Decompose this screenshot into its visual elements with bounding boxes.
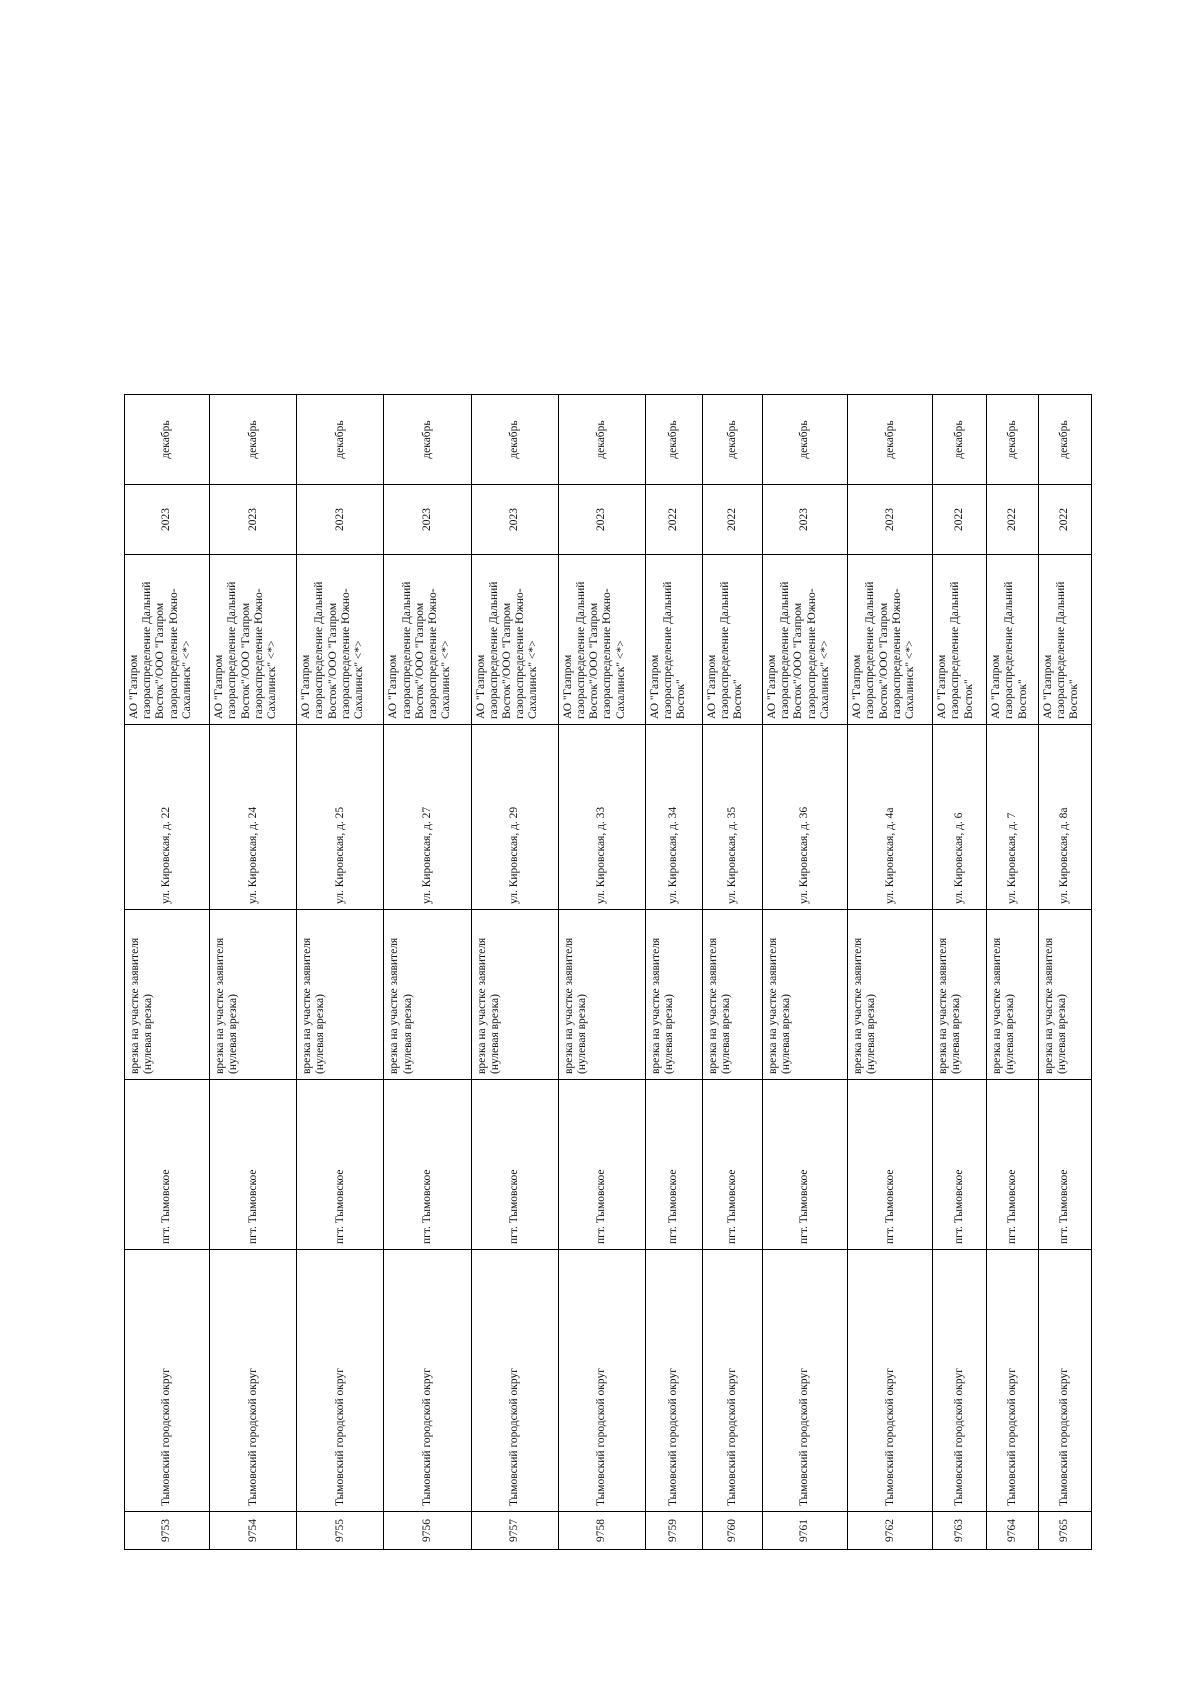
- table-row: [933, 395, 987, 1550]
- table-row: [763, 395, 848, 1550]
- district-cell: Тымовский городской округ: [702, 1250, 762, 1512]
- address-cell: ул. Кировская, д. 35: [702, 725, 762, 910]
- year-cell: 2023: [384, 485, 471, 555]
- work-type-cell: врезка на участке заявителя (нулевая врезка): [297, 910, 384, 1080]
- table-row: [125, 395, 210, 1550]
- work-type-cell: врезка на участке заявителя (нулевая врезка): [645, 910, 702, 1080]
- row-number: 9761: [763, 1512, 848, 1550]
- town-cell: пгт. Тымовское: [702, 1080, 762, 1250]
- table-row: [297, 395, 384, 1550]
- town-cell: пгт. Тымовское: [987, 1080, 1039, 1250]
- district-cell: Тымовский городской округ: [933, 1250, 987, 1512]
- address-cell: ул. Кировская, д. 6: [933, 725, 987, 910]
- address-cell: ул. Кировская, д. 34: [645, 725, 702, 910]
- town-cell: пгт. Тымовское: [125, 1080, 210, 1250]
- month-cell: декабрь: [933, 395, 987, 485]
- address-cell: ул. Кировская, д. 8а: [1038, 725, 1091, 910]
- work-type-cell: врезка на участке заявителя (нулевая врезка): [558, 910, 645, 1080]
- year-cell: 2022: [1038, 485, 1091, 555]
- town-cell: пгт. Тымовское: [1038, 1080, 1091, 1250]
- year-cell: 2022: [987, 485, 1039, 555]
- row-number: 9755: [297, 1512, 384, 1550]
- month-cell: декабрь: [558, 395, 645, 485]
- address-cell: ул. Кировская, д. 29: [471, 725, 558, 910]
- district-cell: Тымовский городской округ: [125, 1250, 210, 1512]
- organization-cell: АО "Газпром газораспределение Дальний Восток"/ООО "Газпром газораспределение Южно-Сахалинск" <*>: [210, 555, 297, 725]
- address-cell: ул. Кировская, д. 27: [384, 725, 471, 910]
- district-cell: Тымовский городской округ: [848, 1250, 933, 1512]
- organization-cell: АО "Газпром газораспределение Дальний Восток": [702, 555, 762, 725]
- row-number: 9760: [702, 1512, 762, 1550]
- row-number: 9753: [125, 1512, 210, 1550]
- table-row: [1038, 395, 1091, 1550]
- month-cell: декабрь: [763, 395, 848, 485]
- table-row: [558, 395, 645, 1550]
- address-cell: ул. Кировская, д. 22: [125, 725, 210, 910]
- organization-cell: АО "Газпром газораспределение Дальний Восток": [933, 555, 987, 725]
- row-number: 9757: [471, 1512, 558, 1550]
- row-number: 9764: [987, 1512, 1039, 1550]
- row-number: 9762: [848, 1512, 933, 1550]
- row-number: 9756: [384, 1512, 471, 1550]
- table-row: [210, 395, 297, 1550]
- organization-cell: АО "Газпром газораспределение Дальний Восток"/ООО "Газпром газораспределение Южно-Сахалинск" <*>: [471, 555, 558, 725]
- work-type-cell: врезка на участке заявителя (нулевая врезка): [384, 910, 471, 1080]
- work-type-cell: врезка на участке заявителя (нулевая врезка): [763, 910, 848, 1080]
- district-cell: Тымовский городской округ: [1038, 1250, 1091, 1512]
- district-cell: Тымовский городской округ: [210, 1250, 297, 1512]
- work-type-cell: врезка на участке заявителя (нулевая врезка): [848, 910, 933, 1080]
- organization-cell: АО "Газпром газораспределение Дальний Восток"/ООО "Газпром газораспределение Южно-Сахалинск" <*>: [848, 555, 933, 725]
- district-cell: Тымовский городской округ: [645, 1250, 702, 1512]
- organization-cell: АО "Газпром газораспределение Дальний Восток": [987, 555, 1039, 725]
- town-cell: пгт. Тымовское: [933, 1080, 987, 1250]
- district-cell: Тымовский городской округ: [297, 1250, 384, 1512]
- work-type-cell: врезка на участке заявителя (нулевая врезка): [987, 910, 1039, 1080]
- year-cell: 2023: [848, 485, 933, 555]
- year-cell: 2023: [763, 485, 848, 555]
- organization-cell: АО "Газпром газораспределение Дальний Восток"/ООО "Газпром газораспределение Южно-Сахалинск" <*>: [763, 555, 848, 725]
- organization-cell: АО "Газпром газораспределение Дальний Восток"/ООО "Газпром газораспределение Южно-Сахалинск" <*>: [125, 555, 210, 725]
- work-type-cell: врезка на участке заявителя (нулевая врезка): [1038, 910, 1091, 1080]
- work-type-cell: врезка на участке заявителя (нулевая врезка): [933, 910, 987, 1080]
- address-cell: ул. Кировская, д. 36: [763, 725, 848, 910]
- table-row: [471, 395, 558, 1550]
- row-number: 9759: [645, 1512, 702, 1550]
- rotated-table-wrapper: [124, 395, 1092, 1550]
- table-row: [384, 395, 471, 1550]
- district-cell: Тымовский городской округ: [384, 1250, 471, 1512]
- work-type-cell: врезка на участке заявителя (нулевая врезка): [471, 910, 558, 1080]
- table-row: [848, 395, 933, 1550]
- row-number: 9754: [210, 1512, 297, 1550]
- row-number: 9765: [1038, 1512, 1091, 1550]
- work-type-cell: врезка на участке заявителя (нулевая врезка): [125, 910, 210, 1080]
- month-cell: декабрь: [987, 395, 1039, 485]
- year-cell: 2023: [558, 485, 645, 555]
- town-cell: пгт. Тымовское: [763, 1080, 848, 1250]
- year-cell: 2023: [125, 485, 210, 555]
- work-type-cell: врезка на участке заявителя (нулевая врезка): [210, 910, 297, 1080]
- town-cell: пгт. Тымовское: [848, 1080, 933, 1250]
- month-cell: декабрь: [645, 395, 702, 485]
- organization-cell: АО "Газпром газораспределение Дальний Восток"/ООО "Газпром газораспределение Южно-Сахалинск" <*>: [384, 555, 471, 725]
- address-cell: ул. Кировская, д. 7: [987, 725, 1039, 910]
- month-cell: декабрь: [210, 395, 297, 485]
- row-number: 9763: [933, 1512, 987, 1550]
- district-cell: Тымовский городской округ: [558, 1250, 645, 1512]
- district-cell: Тымовский городской округ: [471, 1250, 558, 1512]
- address-cell: ул. Кировская, д. 4а: [848, 725, 933, 910]
- year-cell: 2022: [645, 485, 702, 555]
- organization-cell: АО "Газпром газораспределение Дальний Восток"/ООО "Газпром газораспределение Южно-Сахалинск" <*>: [297, 555, 384, 725]
- district-cell: Тымовский городской округ: [987, 1250, 1039, 1512]
- month-cell: декабрь: [384, 395, 471, 485]
- organization-cell: АО "Газпром газораспределение Дальний Восток": [1038, 555, 1091, 725]
- row-number: 9758: [558, 1512, 645, 1550]
- town-cell: пгт. Тымовское: [645, 1080, 702, 1250]
- gasification-table: [124, 394, 1092, 1550]
- town-cell: пгт. Тымовское: [558, 1080, 645, 1250]
- town-cell: пгт. Тымовское: [384, 1080, 471, 1250]
- year-cell: 2023: [297, 485, 384, 555]
- table-row: [645, 395, 702, 1550]
- town-cell: пгт. Тымовское: [210, 1080, 297, 1250]
- year-cell: 2023: [471, 485, 558, 555]
- town-cell: пгт. Тымовское: [471, 1080, 558, 1250]
- month-cell: декабрь: [297, 395, 384, 485]
- month-cell: декабрь: [848, 395, 933, 485]
- month-cell: декабрь: [702, 395, 762, 485]
- organization-cell: АО "Газпром газораспределение Дальний Восток": [645, 555, 702, 725]
- address-cell: ул. Кировская, д. 24: [210, 725, 297, 910]
- year-cell: 2023: [210, 485, 297, 555]
- year-cell: 2022: [933, 485, 987, 555]
- table-row: [702, 395, 762, 1550]
- year-cell: 2022: [702, 485, 762, 555]
- month-cell: декабрь: [125, 395, 210, 485]
- town-cell: пгт. Тымовское: [297, 1080, 384, 1250]
- district-cell: Тымовский городской округ: [763, 1250, 848, 1512]
- work-type-cell: врезка на участке заявителя (нулевая врезка): [702, 910, 762, 1080]
- organization-cell: АО "Газпром газораспределение Дальний Восток"/ООО "Газпром газораспределение Южно-Сахалинск" <*>: [558, 555, 645, 725]
- month-cell: декабрь: [471, 395, 558, 485]
- month-cell: декабрь: [1038, 395, 1091, 485]
- address-cell: ул. Кировская, д. 33: [558, 725, 645, 910]
- address-cell: ул. Кировская, д. 25: [297, 725, 384, 910]
- table-row: [987, 395, 1039, 1550]
